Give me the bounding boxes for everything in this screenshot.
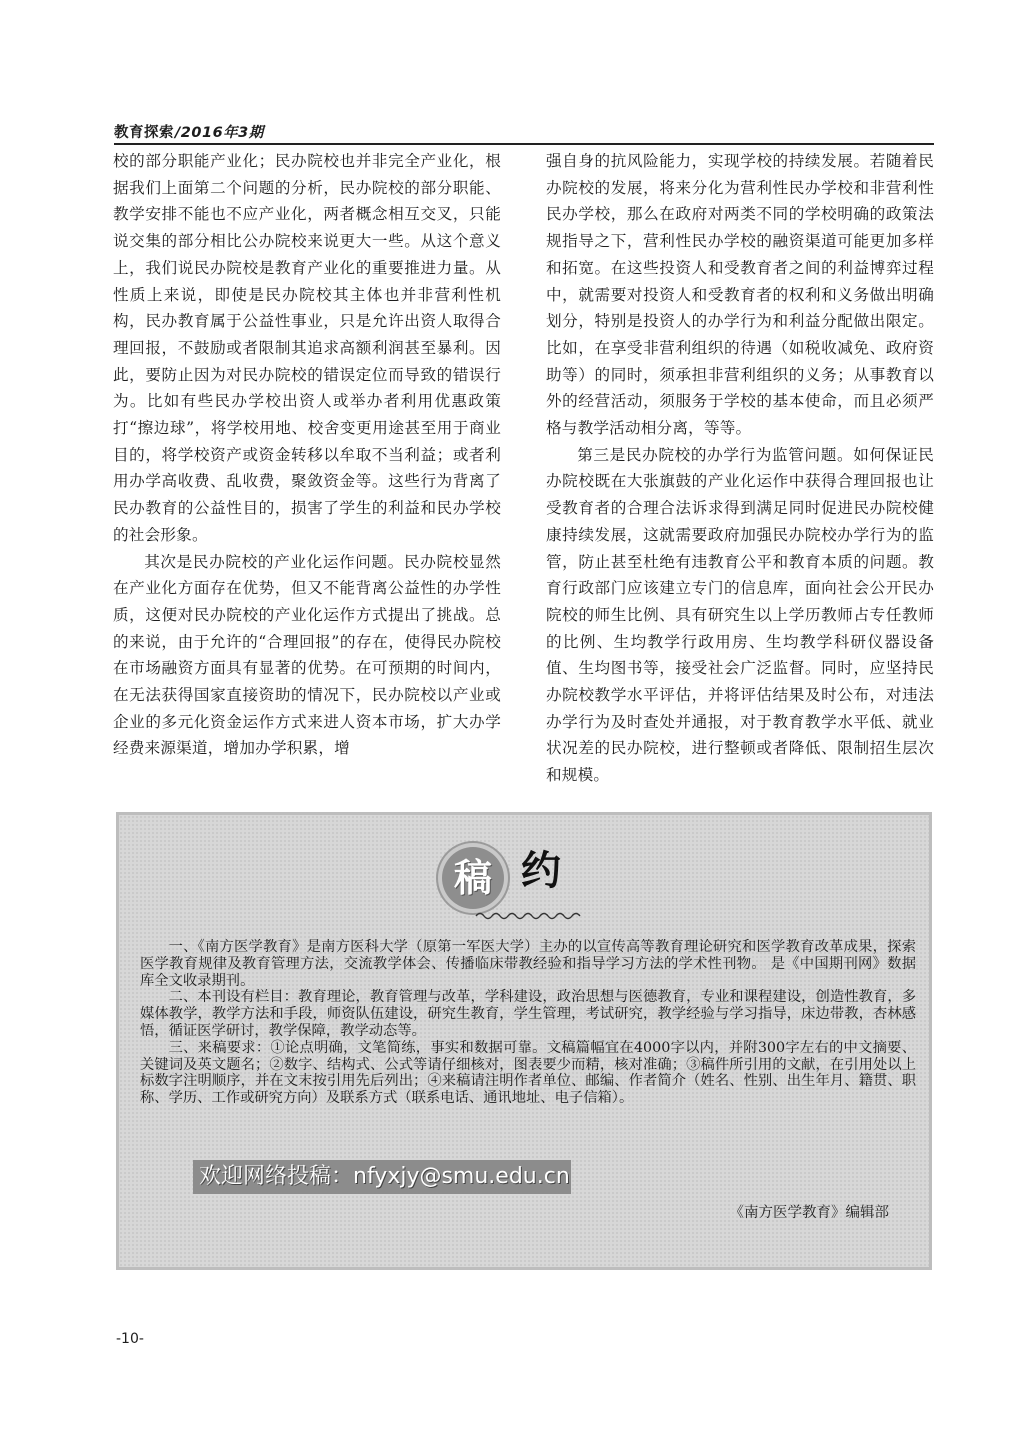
issue-label: /2016年3期	[175, 125, 264, 141]
editorial-signature: 《南方医学教育》编辑部	[729, 1205, 889, 1221]
left-paragraph-1: 校的部分职能产业化；民办院校也并非完全产业化，根据我们上面第二个问题的分析，民办院校的部分职能、教学安排不能也不应产业化，两者概念相互交叉，只能说交集的部分相比公办院校来说更大一些。从这个意义上，我们说民办院校是教育产业化的重要推进力量。从性质上来说，即使是民办院校其主体也并非营利性机构，民办教育属于公益性事业，只是允许出资人取得合理回报，不鼓励或者限制其追求高额利润甚至暴利。因此，要防止因为对民办院校的错误定位而导致的错误行为。比如有些民办学校出资人或举办者利用优惠政策打“擦边球”，将学校用地、校舍变更用途甚至用于商业目的，将学校资产或资金转移以牟取不当利益；或者利用办学高收费、乱收费，聚敛资金等。这些行为背离了民办教育的公益性目的，损害了学生的利益和民办学校的社会形象。	[113, 152, 501, 544]
journal-name: 教育探索	[114, 125, 174, 141]
title-second-char: 约	[521, 847, 561, 894]
title-badge	[442, 847, 504, 909]
page-number: -10-	[116, 1331, 144, 1347]
right-column	[546, 148, 934, 789]
call-for-papers-text	[140, 939, 916, 1107]
call-for-papers-box	[116, 812, 932, 1270]
right-paragraph-2: 第三是民办院校的办学行为监管问题。如何保证民办院校既在大张旗鼓的产业化运作中获得合理回报也让受教育者的合理合法诉求得到满足同时促进民办院校健康持续发展，这就需要政府加强民办院校办学行为的监管，防止甚至杜绝有违教育公平和教育本质的问题。教育行政部门应该建立专门的信息库，面向社会公开民办院校的师生比例、具有研究生以上学历教师占专任教师的比例、生均教学行政用房、生均教学科研仪器设备值、生均图书等，接受社会广泛监督。同时，应坚持民办院校教学水平评估，并将评估结果及时公布，对违法办学行为及时查处并通报，对于教育教学水平低、就业状况差的民办院校，进行整顿或者降低、限制招生层次和规模。	[546, 445, 934, 785]
left-column	[113, 148, 501, 762]
call-paragraph-2: 二、本刊设有栏目：教育理论，教育管理与改革，学科建设，政治思想与医德教育，专业和课程建设，创造性教育，多媒体教学，教学方法和手段，师资队伍建设，研究生教育，学生管理，考试研究，教学经验与学习指导，床边带教，杏林感悟，循证医学研讨，教学保障，教学动态等。	[140, 989, 916, 1039]
call-paragraph-3: 三、来稿要求：①论点明确，文笔简练，事实和数据可靠。文稿篇幅宜在4000字以内，并附300字左右的中文摘要、关键词及英文题名；②数字、结构式、公式等请仔细核对，图表要少而精，核对准确；③稿件所引用的文献，在引用处以上标数字注明顺序，并在文末按引用先后列出；④来稿请注明作者单位、邮编、作者简介（姓名、性别、出生年月、籍贯、职称、学历、工作或研究方向）及联系方式（联系电话、通讯地址、电子信箱）。	[140, 1039, 916, 1107]
running-header	[114, 121, 934, 145]
journal-issue	[114, 121, 265, 142]
right-paragraph-1: 强自身的抗风险能力，实现学校的持续发展。若随着民办院校的发展，将来分化为营利性民办学校和非营利性民办学校，那么在政府对两类不同的学校明确的政策法规指导之下，营利性民办学校的融资渠道可能更加多样和拓宽。在这些投资人和受教育者之间的利益博弈过程中，就需要对投资人和受教育者的权利和义务做出明确划分，特别是投资人的办学行为和利益分配做出限定。比如，在享受非营利组织的待遇（如税收减免、政府资助等）的同时，须承担非营利组织的义务；从事教育以外的经营活动，须服务于学校的基本使命，而且必须严格与教学活动相分离，等等。	[546, 152, 934, 438]
title-badge-char: 稿	[453, 855, 492, 900]
wave-ornament-icon	[474, 910, 584, 922]
left-paragraph-2: 其次是民办院校的产业化运作问题。民办院校显然在产业化方面存在优势，但又不能背离公益性的办学性质，这便对民办院校的产业化运作方式提出了挑战。总的来说，由于允许的“合理回报”的存在，使得民办院校在市场融资方面具有显著的优势。在可预期的时间内，在无法获得国家直接资助的情况下，民办院校以产业或企业的多元化资金运作方式来进人资本市场，扩大办学经费来源渠道，增加办学积累，增	[113, 552, 501, 758]
call-paragraph-1: 一、《南方医学教育》是南方医科大学（原第一军医大学）主办的以宣传高等教育理论研究和医学教育改革成果，探索医学教育规律及教育管理方法，交流教学体会、传播临床带教经验和指导学习方法的学术性刊物。 是《中国期刊网》数据库全文收录期刊。	[140, 939, 916, 989]
email-banner[interactable]: 欢迎网络投稿：nfyxjy@smu.edu.cn	[193, 1160, 571, 1194]
